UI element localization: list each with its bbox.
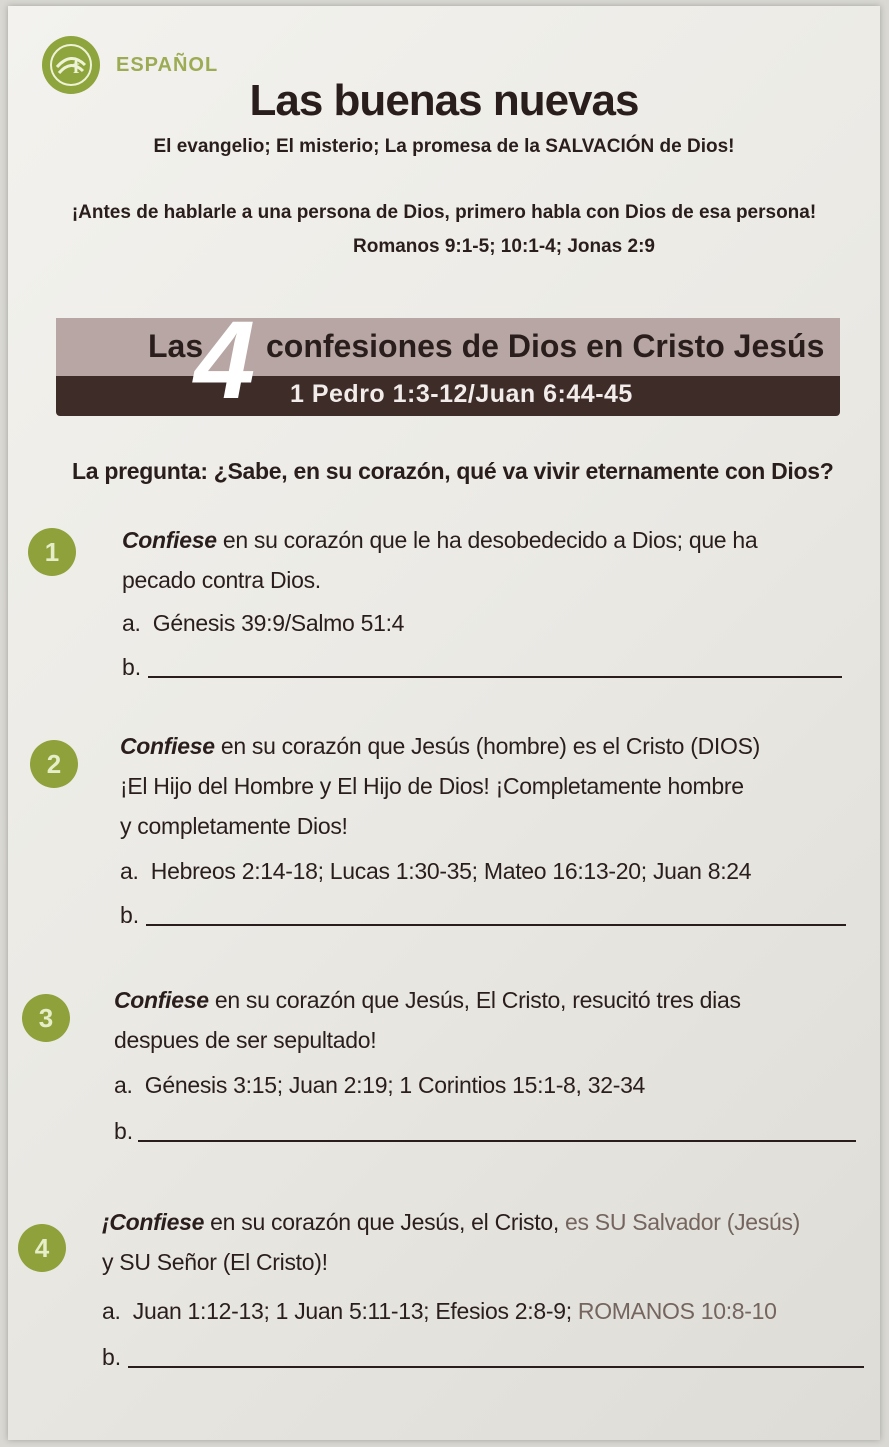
step-2-ref xyxy=(120,858,751,885)
key-question: La pregunta: ¿Sabe, en su corazón, qué va vivir eternamente con Dios? xyxy=(72,458,834,484)
step-1-line2: pecado contra Dios. xyxy=(122,567,321,593)
step-2-ref-text: Hebreos 2:14-18; Lucas 1:30-35; Mateo 16:13-20; Juan 8:24 xyxy=(150,858,752,884)
step-4-text xyxy=(102,1202,800,1282)
step-1-line1: en su corazón que le ha desobedecido a Dios; que ha xyxy=(216,527,758,553)
page-subtitle: El evangelio; El misterio; La promesa de la SALVACIÓN de Dios! xyxy=(153,136,735,157)
step-1-keyword: Confiese xyxy=(122,527,217,553)
banner-number: 4 xyxy=(194,299,256,422)
step-4-keyword-prefix: ¡ xyxy=(102,1209,110,1235)
intro-reference: Romanos 9:1-5; 10:1-4; Jonas 2:9 xyxy=(353,236,655,257)
step-3-b-label: b. xyxy=(114,1118,134,1144)
step-1-text xyxy=(122,520,757,600)
step-4-ref-extra: ROMANOS 10:8-10 xyxy=(577,1298,777,1324)
step-4-line2: y SU Señor (El Cristo)! xyxy=(102,1249,328,1275)
step-4-ref-label: a. xyxy=(102,1298,121,1324)
page-title: Las buenas nuevas xyxy=(249,76,639,125)
step-2-ref-label: a. xyxy=(120,858,139,884)
step-number-3: 3 xyxy=(22,994,70,1042)
step-4-b-label: b. xyxy=(102,1344,122,1370)
step-1-ref-label: a. xyxy=(122,610,141,636)
step-2-line1: en su corazón que Jesús (hombre) es el Cristo (DIOS) xyxy=(214,733,760,759)
step-1-ref xyxy=(122,610,404,637)
step-3-line1: en su corazón que Jesús, El Cristo, resucitó tres dias xyxy=(208,987,741,1013)
step-2-line3: y completamente Dios! xyxy=(120,813,348,839)
step-3-ref-label: a. xyxy=(114,1072,133,1098)
intro-text: ¡Antes de hablarle a una persona de Dios, primero habla con Dios de esa persona! xyxy=(71,202,817,223)
step-2-b-label: b. xyxy=(120,902,140,928)
step-1-ref-text: Génesis 39:9/Salmo 51:4 xyxy=(152,610,405,636)
step-4-line1b: es SU Salvador (Jesús) xyxy=(565,1209,801,1235)
step-number-2: 2 xyxy=(30,740,78,788)
step-1-blank-line xyxy=(148,676,842,678)
step-3-keyword: Confiese xyxy=(114,987,209,1013)
step-1-b-label: b. xyxy=(122,654,142,680)
step-3-line2: despues de ser sepultado! xyxy=(114,1027,377,1053)
step-2-line2: ¡El Hijo del Hombre y El Hijo de Dios! ¡Completamente hombre xyxy=(120,773,744,799)
step-4-ref-text: Juan 1:12-13; 1 Juan 5:11-13; Efesios 2:8-9; xyxy=(132,1298,578,1324)
step-3-text xyxy=(114,980,741,1060)
svg-text:f: f xyxy=(73,56,80,78)
step-3-ref-text: Génesis 3:15; Juan 2:19; 1 Corintios 15:1-8, 32-34 xyxy=(144,1072,646,1098)
step-4-blank-line xyxy=(128,1366,864,1368)
step-4-ref xyxy=(102,1298,777,1325)
banner-title-right: confesiones de Dios en Cristo Jesús xyxy=(266,328,825,364)
step-number-4: 4 xyxy=(18,1224,66,1272)
banner-title-left: Las xyxy=(148,328,204,364)
step-3-ref xyxy=(114,1072,645,1099)
step-4-line1a: en su corazón que Jesús, el Cristo, xyxy=(204,1209,566,1235)
banner-reference: 1 Pedro 1:3-12/Juan 6:44-45 xyxy=(290,380,633,408)
step-2-text xyxy=(120,726,760,846)
step-2-keyword: Confiese xyxy=(120,733,215,759)
language-label: ESPAÑOL xyxy=(116,54,219,76)
gospel-card xyxy=(8,6,880,1440)
step-2-blank-line xyxy=(146,924,846,926)
step-number-1: 1 xyxy=(28,528,76,576)
step-4-keyword: Confiese xyxy=(109,1209,205,1235)
step-3-blank-line xyxy=(138,1140,856,1142)
